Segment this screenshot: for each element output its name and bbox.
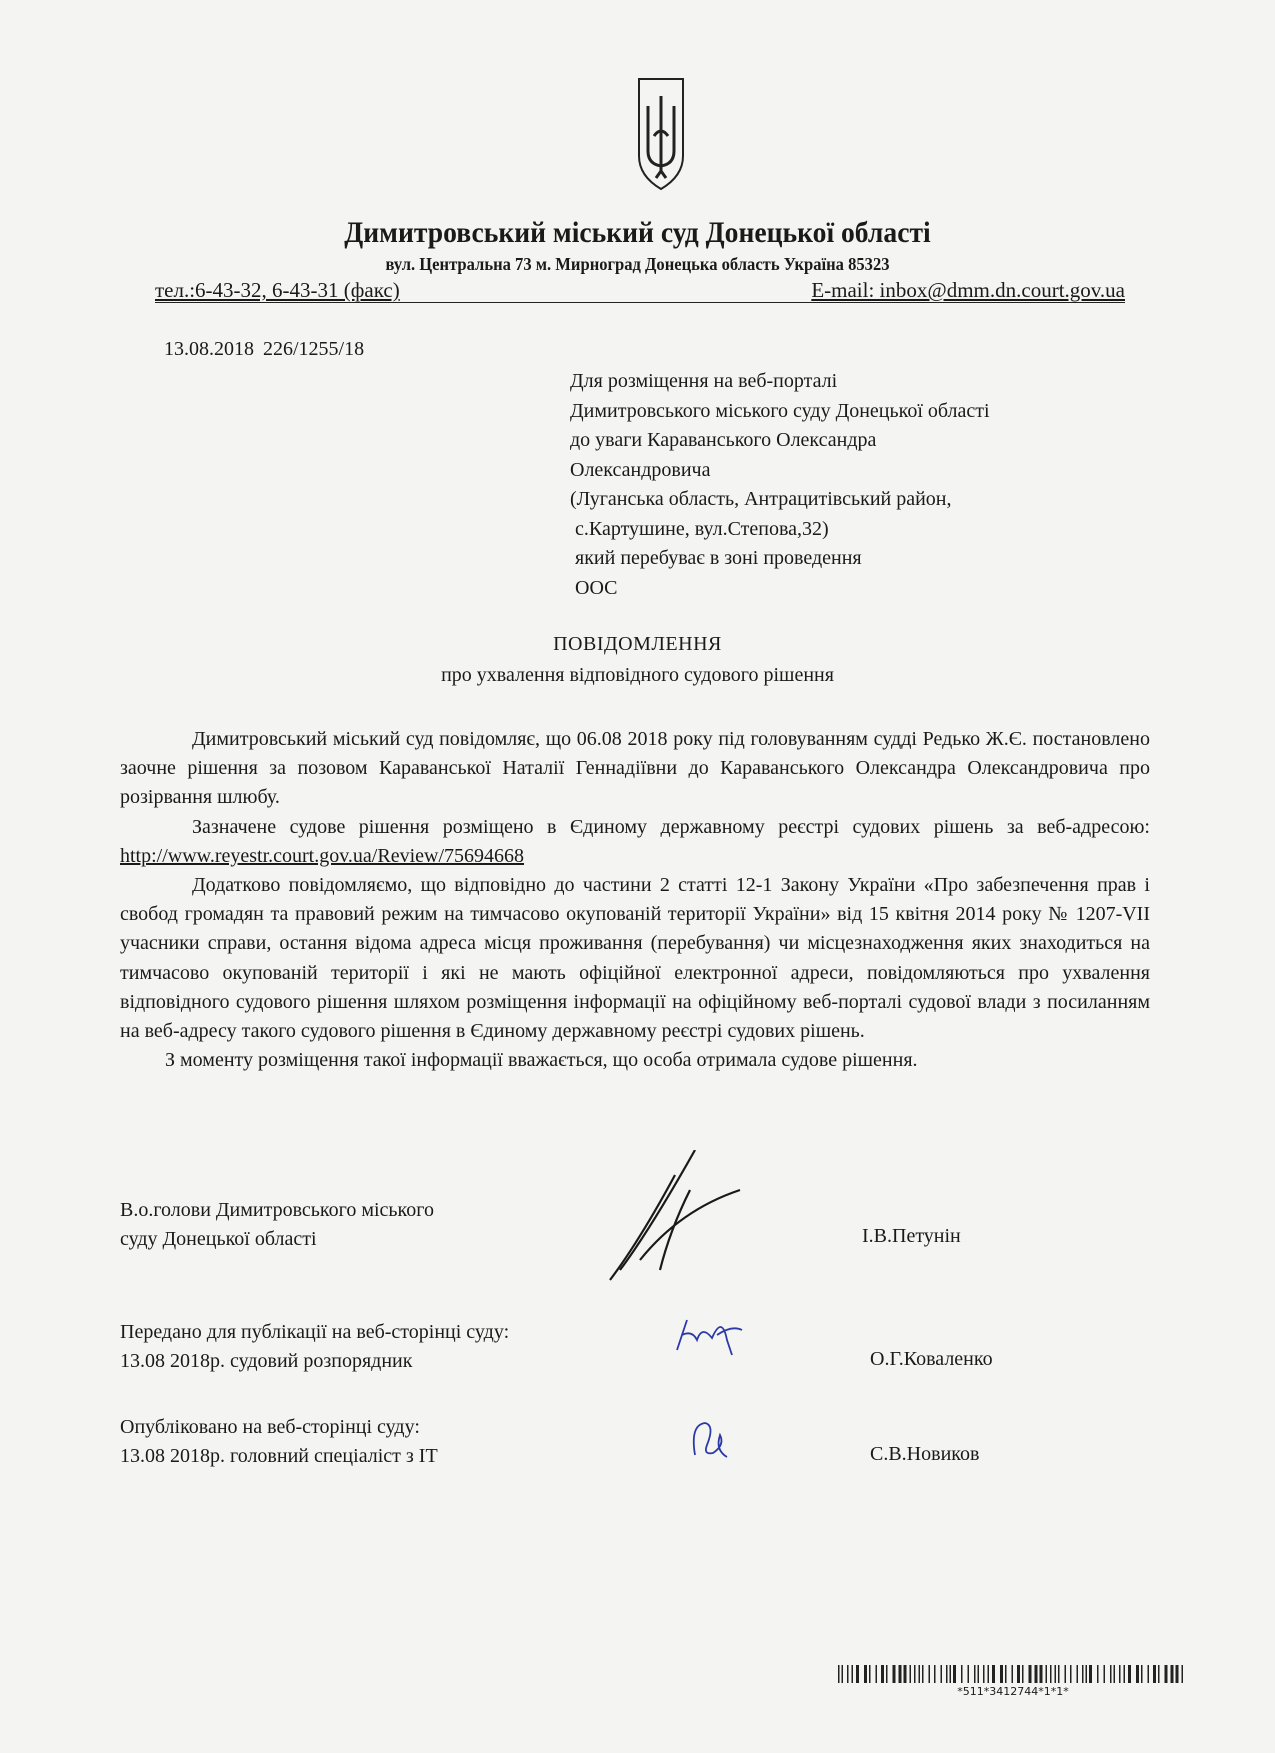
paragraph: Додатково повідомляємо, що відповідно до частини 2 статті 12-1 Закону України «Про забезпечення прав і свобод громадян та правовий режим на тимчасово окупованій території України» від 15 квітня 2014 року № 1207-VII учасники справи, остання відома адреса місця проживання (перебування) чи місцезнаходження яких знаходиться на тимчасово окупованій території і які не мають офіційної електронної адреси, повідомляються про ухвалення відповідного судового рішення шляхом розміщення інформації на офіційному веб-порталі судової влади з посиланням на веб-адресу такого судового рішення в Єдиному державному реєстрі судових рішень. [120, 874, 1150, 1043]
court-address: вул. Центральна 73 м. Мирноград Донецька область Україна 85323 [385, 254, 890, 274]
signer-title [120, 1413, 438, 1471]
barcode [838, 1665, 1188, 1685]
signature-kovalenko [672, 1310, 752, 1360]
barcode-bar [1005, 1665, 1007, 1683]
addressee-line: ООС [570, 576, 618, 599]
barcode-bar [876, 1665, 878, 1683]
barcode-bar [842, 1665, 844, 1683]
barcode-bar [1029, 1665, 1032, 1683]
signature-petunin [600, 1150, 760, 1285]
barcode-bar [1065, 1665, 1067, 1683]
addressee-line: до уваги Караванського Олександра [570, 429, 877, 451]
barcode-bar [919, 1665, 921, 1683]
barcode-bar [988, 1665, 990, 1683]
barcode-bar [941, 1665, 943, 1683]
barcode-bar [953, 1665, 956, 1683]
signer-title [120, 1196, 434, 1254]
barcode-bar [1017, 1665, 1020, 1683]
signer-title-line: В.о.голови Димитровського міського [120, 1199, 434, 1221]
barcode-bar [1055, 1665, 1057, 1683]
addressee-block [570, 367, 990, 603]
coat-of-arms-icon [636, 76, 686, 192]
barcode-bar [1035, 1665, 1038, 1683]
barcode-bar [1050, 1665, 1052, 1683]
signature-novikov [685, 1415, 735, 1465]
signer-title-line: суду Донецької області [120, 1228, 317, 1250]
barcode-bar [1158, 1665, 1160, 1683]
barcode-bar [1097, 1665, 1099, 1683]
barcode-bar [1114, 1665, 1116, 1683]
addressee-line: який перебуває в зоні проведення [570, 547, 862, 569]
barcode-bar [1136, 1665, 1139, 1683]
barcode-bar [893, 1665, 896, 1683]
barcode-bar [968, 1665, 970, 1683]
signer-title-line: 13.08 2018р. судовий розпорядник [120, 1350, 413, 1372]
signer-title-line: 13.08 2018р. головний спеціаліст з ІТ [120, 1445, 438, 1467]
barcode-bar [1089, 1665, 1092, 1683]
email: E-mail: inbox@dmm.dn.court.gov.ua [811, 278, 1125, 302]
barcode-bar [852, 1665, 854, 1683]
signer-name: О.Г.Коваленко [870, 1348, 993, 1370]
barcode-bar [1124, 1665, 1126, 1683]
barcode-bar [881, 1665, 884, 1683]
barcode-bar [1022, 1665, 1024, 1683]
barcode-bar [922, 1665, 924, 1683]
barcode-bar [904, 1665, 907, 1683]
paragraph: Димитровський міський суд повідомляє, що 06.08 2018 року під головуванням судді Редько Ж.Є. постановлено заочне рішення за позовом Караванської Наталії Геннадіївни до Караванського Олександра Олександровича про розірвання шлюбу. [120, 728, 1150, 809]
barcode-bar [1077, 1665, 1079, 1683]
barcode-bar [983, 1665, 985, 1683]
barcode-bar [838, 1665, 840, 1683]
barcode-text: *511*3412744*1*1* [957, 1685, 1069, 1698]
paragraph: З моменту розміщення такої інформації вважається, що особа отримала судове рішення. [165, 1049, 918, 1072]
barcode-bar [1046, 1665, 1048, 1683]
barcode-bar [934, 1665, 936, 1683]
addressee-line: Димитровського міського суду Донецької області [570, 399, 990, 422]
signer-title [120, 1318, 509, 1376]
registration-number: 13.08.2018 226/1255/18 [164, 338, 365, 360]
barcode-bar [1165, 1665, 1168, 1683]
barcode-bar [1182, 1665, 1184, 1683]
barcode-bar [974, 1665, 976, 1683]
barcode-bar [1141, 1665, 1143, 1683]
barcode-bar [1119, 1665, 1121, 1683]
barcode-bar [1070, 1665, 1072, 1683]
barcode-bar [1086, 1665, 1088, 1683]
barcode-bar [1058, 1665, 1060, 1683]
addressee-line: Олександровича [570, 458, 711, 481]
barcode-bar [961, 1665, 963, 1683]
paragraph [120, 813, 1150, 871]
document-subheading: про ухвалення відповідного судового рішення [441, 664, 834, 686]
court-name: Димитровський міський суд Донецької області [344, 216, 931, 249]
barcode-bar [1040, 1665, 1043, 1683]
signer-name: І.В.Петунін [862, 1225, 961, 1247]
barcode-bar [1171, 1665, 1174, 1683]
addressee-line: Для розміщення на веб-порталі [570, 370, 838, 392]
barcode-bar [864, 1665, 867, 1683]
barcode-bar [992, 1665, 995, 1683]
barcode-bar [1000, 1665, 1003, 1683]
phone: тел.:6-43-32, 6-43-31 (факс) [155, 278, 400, 302]
barcode-bar [1110, 1665, 1112, 1683]
addressee-line: (Луганська область, Антрацитівський район, [570, 488, 952, 510]
barcode-bar [950, 1665, 952, 1683]
registry-link[interactable]: http://www.reyestr.court.gov.ua/Review/75694668 [120, 844, 525, 867]
barcode-bar [1104, 1665, 1106, 1683]
barcode-bar [1148, 1665, 1150, 1683]
barcode-bar [1128, 1665, 1131, 1683]
barcode-bar [847, 1665, 849, 1683]
signer-title-line: Передано для публікації на веб-сторінці суду: [120, 1321, 510, 1343]
barcode-bar [886, 1665, 888, 1683]
signer-title-line: Опубліковано на веб-сторінці суду: [120, 1416, 420, 1438]
barcode-bar [946, 1665, 948, 1683]
contacts-line [155, 278, 1125, 303]
barcode-bar [1012, 1665, 1014, 1683]
barcode-bar [910, 1665, 912, 1683]
barcode-bar [914, 1665, 916, 1683]
barcode-bar [929, 1665, 931, 1683]
paragraph-text: Зазначене судове рішення розміщено в Єдиному державному реєстрі судових рішень за веб-адресою: [192, 815, 1150, 838]
barcode-bar [1176, 1665, 1179, 1683]
document-body [120, 725, 1150, 1075]
barcode-bar [899, 1665, 902, 1683]
document-heading: ПОВІДОМЛЕННЯ [553, 633, 722, 655]
barcode-bar [856, 1665, 859, 1683]
addressee-line: с.Картушине, вул.Степова,32) [570, 517, 829, 540]
signer-name: С.В.Новиков [870, 1443, 980, 1465]
barcode-bar [869, 1665, 871, 1683]
barcode-bar [1153, 1665, 1156, 1683]
barcode-bar [978, 1665, 980, 1683]
barcode-bar [1082, 1665, 1084, 1683]
